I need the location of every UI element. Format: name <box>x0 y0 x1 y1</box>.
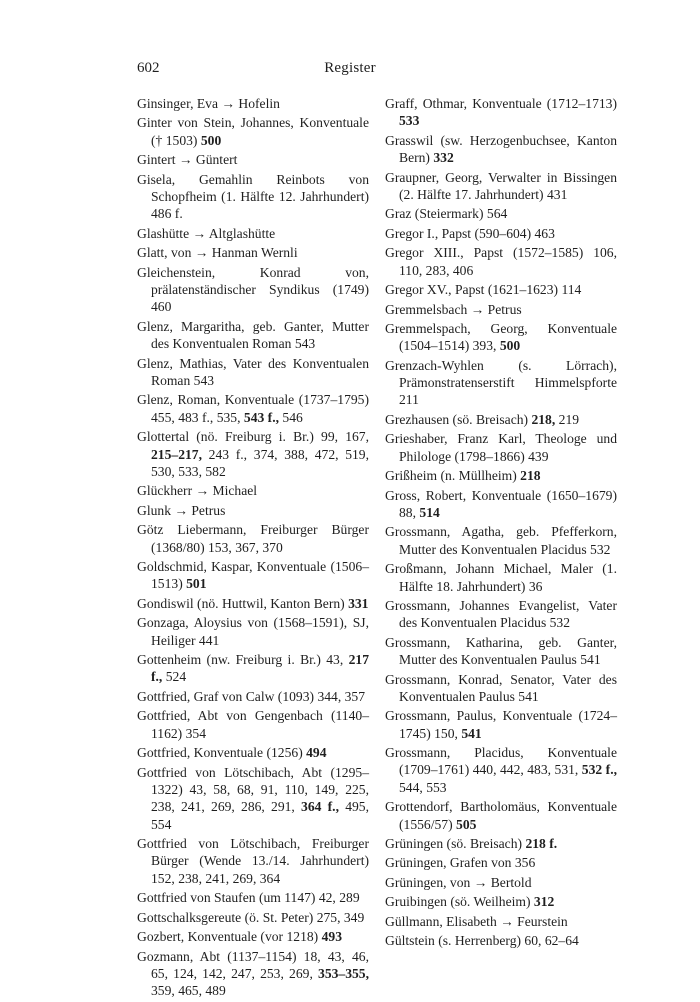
bold-page-reference: 494 <box>306 745 327 761</box>
index-entry <box>385 874 617 891</box>
bold-page-reference: 532 f., <box>581 762 617 778</box>
index-entry <box>385 932 617 949</box>
entry-text: Grossmann, Agatha, geb. Pfefferkorn, Mutter des Konventualen Placidus 532 <box>385 524 617 557</box>
index-entry <box>385 357 617 409</box>
index-entry <box>385 411 617 428</box>
index-entry <box>385 467 617 484</box>
bold-page-reference: 500 <box>200 132 222 148</box>
bold-page-reference: 541 <box>461 725 482 741</box>
bold-page-reference: 505 <box>456 816 477 832</box>
entry-text: Goldschmid, Kaspar, Konventuale (1506–1513) <box>137 559 369 592</box>
index-entry <box>137 835 369 887</box>
entry-text: Güllmann, Elisabeth → Feurstein <box>385 913 568 929</box>
index-entry <box>385 320 617 355</box>
entry-text: Gremmelspach, Georg, Konventuale (1504–1514) 393, <box>385 321 617 354</box>
index-entry <box>385 430 617 465</box>
bold-page-reference: 501 <box>186 576 207 592</box>
entry-text: Gottfried, Graf von Calw (1093) 344, 357 <box>137 688 366 704</box>
running-head: Register <box>324 60 376 76</box>
entry-text: Grüningen, von → Bertold <box>385 874 532 890</box>
index-entry <box>137 614 369 649</box>
entry-text: Grossmann, Johannes Evangelist, Vater des Konventualen Placidus 532 <box>385 598 617 631</box>
bold-page-reference: 533 <box>399 113 420 129</box>
entry-text: Glashütte → Altglashütte <box>137 225 276 241</box>
index-column-right <box>385 95 617 952</box>
index-entry <box>137 595 369 612</box>
index-entry <box>385 244 617 279</box>
index-entry <box>385 560 617 595</box>
entry-text: Großmann, Johann Michael, Maler (1. Hälfte 18. Jahrhundert) 36 <box>385 561 617 594</box>
bold-page-reference: 493 <box>321 929 342 945</box>
entry-text: 219 <box>555 411 580 427</box>
index-entry <box>385 913 617 930</box>
index-entry <box>385 893 617 910</box>
entry-text: Gregor XV., Papst (1621–1623) 114 <box>385 282 582 298</box>
bold-page-reference: 353–355, <box>318 965 369 981</box>
index-entry <box>137 744 369 761</box>
index-entry <box>385 798 617 833</box>
entry-text: Grossmann, Katharina, geb. Ganter, Mutter des Konventualen Paulus 541 <box>385 634 617 668</box>
index-entry <box>137 151 369 168</box>
index-entry <box>385 95 617 130</box>
entry-text: Gruibingen (sö. Weilheim) <box>385 894 534 910</box>
entry-text: Gottfried von Lötschibach, Abt (1295–1322) 43, 58, 68, 91, 110, 149, 225, 238, 241, 269, 286, 291, <box>137 764 369 815</box>
bold-page-reference: 218 f. <box>525 836 558 851</box>
index-entry <box>137 707 369 742</box>
index-entry <box>385 597 617 632</box>
entry-text: Gottschalksgereute (ö. St. Peter) 275, 349 <box>137 909 365 925</box>
index-entry <box>137 264 369 316</box>
entry-text: Grossmann, Konrad, Senator, Vater des Konventualen Paulus 541 <box>385 671 617 704</box>
entry-text: 243 f., 374, 388, 472, 519, 530, 533, 582 <box>151 446 369 479</box>
entry-text: Grißheim (n. Müllheim) <box>385 468 521 484</box>
index-entry <box>137 355 369 390</box>
bold-page-reference: 364 f., <box>301 799 339 815</box>
entry-text: 524 <box>162 669 187 685</box>
entry-text: Grossmann, Placidus, Konventuale (1709–1761) 440, 442, 483, 531, <box>385 745 617 778</box>
entry-text: Gisela, Gemahlin Reinbots von Schopfheim (1. Hälfte 12. Jahrhundert) 486 f. <box>137 171 369 222</box>
index-entry <box>137 688 369 705</box>
entry-text: Glenz, Roman, Konventuale (1737–1795) 455, 483 f., 535, <box>137 392 369 425</box>
index-entry <box>137 909 369 926</box>
index-entry <box>137 889 369 906</box>
entry-text: Gremmelsbach → Petrus <box>385 301 522 317</box>
entry-text: Glunk → Petrus <box>137 502 226 518</box>
entry-text: Graupner, Georg, Verwalter in Bissingen (2. Hälfte 17. Jahrhundert) 431 <box>385 169 617 202</box>
entry-text: Gottfried, Konventuale (1256) <box>137 745 307 761</box>
bold-page-reference: 500 <box>499 338 521 354</box>
entry-text: Gleichenstein, Konrad von, prälatenständischer Syndikus (1749) 460 <box>137 264 369 315</box>
index-entry <box>385 707 617 742</box>
index-entry <box>137 482 369 499</box>
index-column-left <box>137 95 369 1002</box>
entry-text: 546 <box>279 409 303 425</box>
entry-text: Gintert → Güntert <box>137 152 238 168</box>
entry-text: Gregor I., Papst (590–604) 463 <box>385 225 555 241</box>
entry-text: Gonzaga, Aloysius von (1568–1591), SJ, Heiliger 441 <box>137 615 369 648</box>
index-entry <box>137 171 369 223</box>
entry-text: Ginsinger, Eva → Hofelin <box>137 96 280 111</box>
index-entry <box>137 521 369 556</box>
index-entry <box>385 854 617 871</box>
entry-text: Gottfried von Lötschibach, Freiburger Bürger (Wende 13./14. Jahrhundert) 152, 238, 241, 269, 364 <box>137 836 369 886</box>
index-entry <box>385 225 617 242</box>
entry-text: 544, 553 <box>399 779 447 795</box>
bold-page-reference: 514 <box>419 504 440 520</box>
entry-text: Gottfried von Staufen (um 1147) 42, 289 <box>137 890 360 906</box>
index-entry <box>137 558 369 593</box>
entry-text: Gross, Robert, Konventuale (1650–1679) 88, <box>385 487 617 520</box>
entry-text: Glückherr → Michael <box>137 483 258 499</box>
entry-text: 359, 465, 489 <box>151 983 226 999</box>
index-entry <box>385 281 617 298</box>
entry-text: Glenz, Mathias, Vater des Konventualen Roman 543 <box>137 355 369 388</box>
bold-page-reference: 218 <box>520 468 541 484</box>
index-entry <box>137 391 369 426</box>
entry-text: Gregor XIII., Papst (1572–1585) 106, 110, 283, 406 <box>385 245 617 278</box>
index-entry <box>137 114 369 149</box>
entry-text: Gottfried, Abt von Gengenbach (1140–1162) 354 <box>137 708 369 741</box>
entry-text: Grüningen (sö. Breisach) <box>385 836 526 851</box>
index-entry <box>137 502 369 519</box>
entry-text: Glottertal (nö. Freiburg i. Br.) 99, 167, <box>137 429 369 445</box>
index-entry <box>385 835 617 852</box>
bold-page-reference: 331 <box>348 595 369 611</box>
entry-text: Gottenheim (nw. Freiburg i. Br.) 43, <box>137 652 349 668</box>
entry-text: Ginter von Stein, Johannes, Konventuale († 1503) <box>137 115 369 148</box>
entry-text: Gondiswil (nö. Huttwil, Kanton Bern) <box>137 595 349 611</box>
index-entry <box>137 428 369 480</box>
index-entry <box>137 318 369 353</box>
bold-page-reference: 332 <box>433 150 454 166</box>
index-entry <box>385 744 617 796</box>
index-entry <box>137 948 369 1000</box>
entry-text: Gültstein (s. Herrenberg) 60, 62–64 <box>385 933 579 949</box>
index-entry <box>137 928 369 945</box>
index-entry <box>137 244 369 261</box>
index-entry <box>137 764 369 833</box>
index-entry <box>385 523 617 558</box>
entry-text: Graz (Steiermark) 564 <box>385 206 508 222</box>
index-entry <box>385 205 617 222</box>
entry-text: Grezhausen (sö. Breisach) <box>385 411 532 427</box>
index-entry <box>137 95 369 112</box>
entry-text: Gozmann, Abt (1137–1154) 18, 43, 46, 65, 124, 142, 247, 253, 269, <box>137 948 369 981</box>
entry-text: Götz Liebermann, Freiburger Bürger (1368/80) 153, 367, 370 <box>137 522 369 555</box>
entry-text: Grüningen, Grafen von 356 <box>385 855 536 871</box>
entry-text: 495, 554 <box>151 799 369 832</box>
index-entry <box>385 132 617 167</box>
entry-text: Grasswil (sw. Herzogenbuchsee, Kanton Bern) <box>385 132 617 166</box>
entry-text: Grottendorf, Bartholomäus, Konventuale (1556/57) <box>385 799 617 832</box>
bold-page-reference: 543 f., <box>243 409 280 425</box>
index-entry <box>385 634 617 669</box>
entry-text: Glatt, von → Hanman Wernli <box>137 245 298 261</box>
index-entry <box>137 225 369 242</box>
index-entry <box>385 487 617 522</box>
entry-text: Glenz, Margaritha, geb. Ganter, Mutter des Konventualen Roman 543 <box>137 318 369 352</box>
bold-page-reference: 218, <box>531 411 556 427</box>
bold-page-reference: 312 <box>533 894 555 910</box>
index-entry <box>385 169 617 204</box>
entry-text: Grieshaber, Franz Karl, Theologe und Philologe (1798–1866) 439 <box>385 431 617 464</box>
entry-text: Grossmann, Paulus, Konventuale (1724–1745) 150, <box>385 708 617 741</box>
entry-text: Grenzach-Wyhlen (s. Lörrach), Prämonstratenserstift Himmelspforte 211 <box>385 357 617 408</box>
index-entry <box>385 301 617 318</box>
bold-page-reference: 215–217, <box>151 446 202 462</box>
entry-text: Graff, Othmar, Konventuale (1712–1713) <box>385 96 617 111</box>
entry-text: Gozbert, Konventuale (vor 1218) <box>137 929 322 945</box>
index-entry <box>385 671 617 706</box>
bold-page-reference: 217 f., <box>151 652 369 685</box>
page-number: 602 <box>137 60 160 76</box>
index-entry <box>137 651 369 686</box>
